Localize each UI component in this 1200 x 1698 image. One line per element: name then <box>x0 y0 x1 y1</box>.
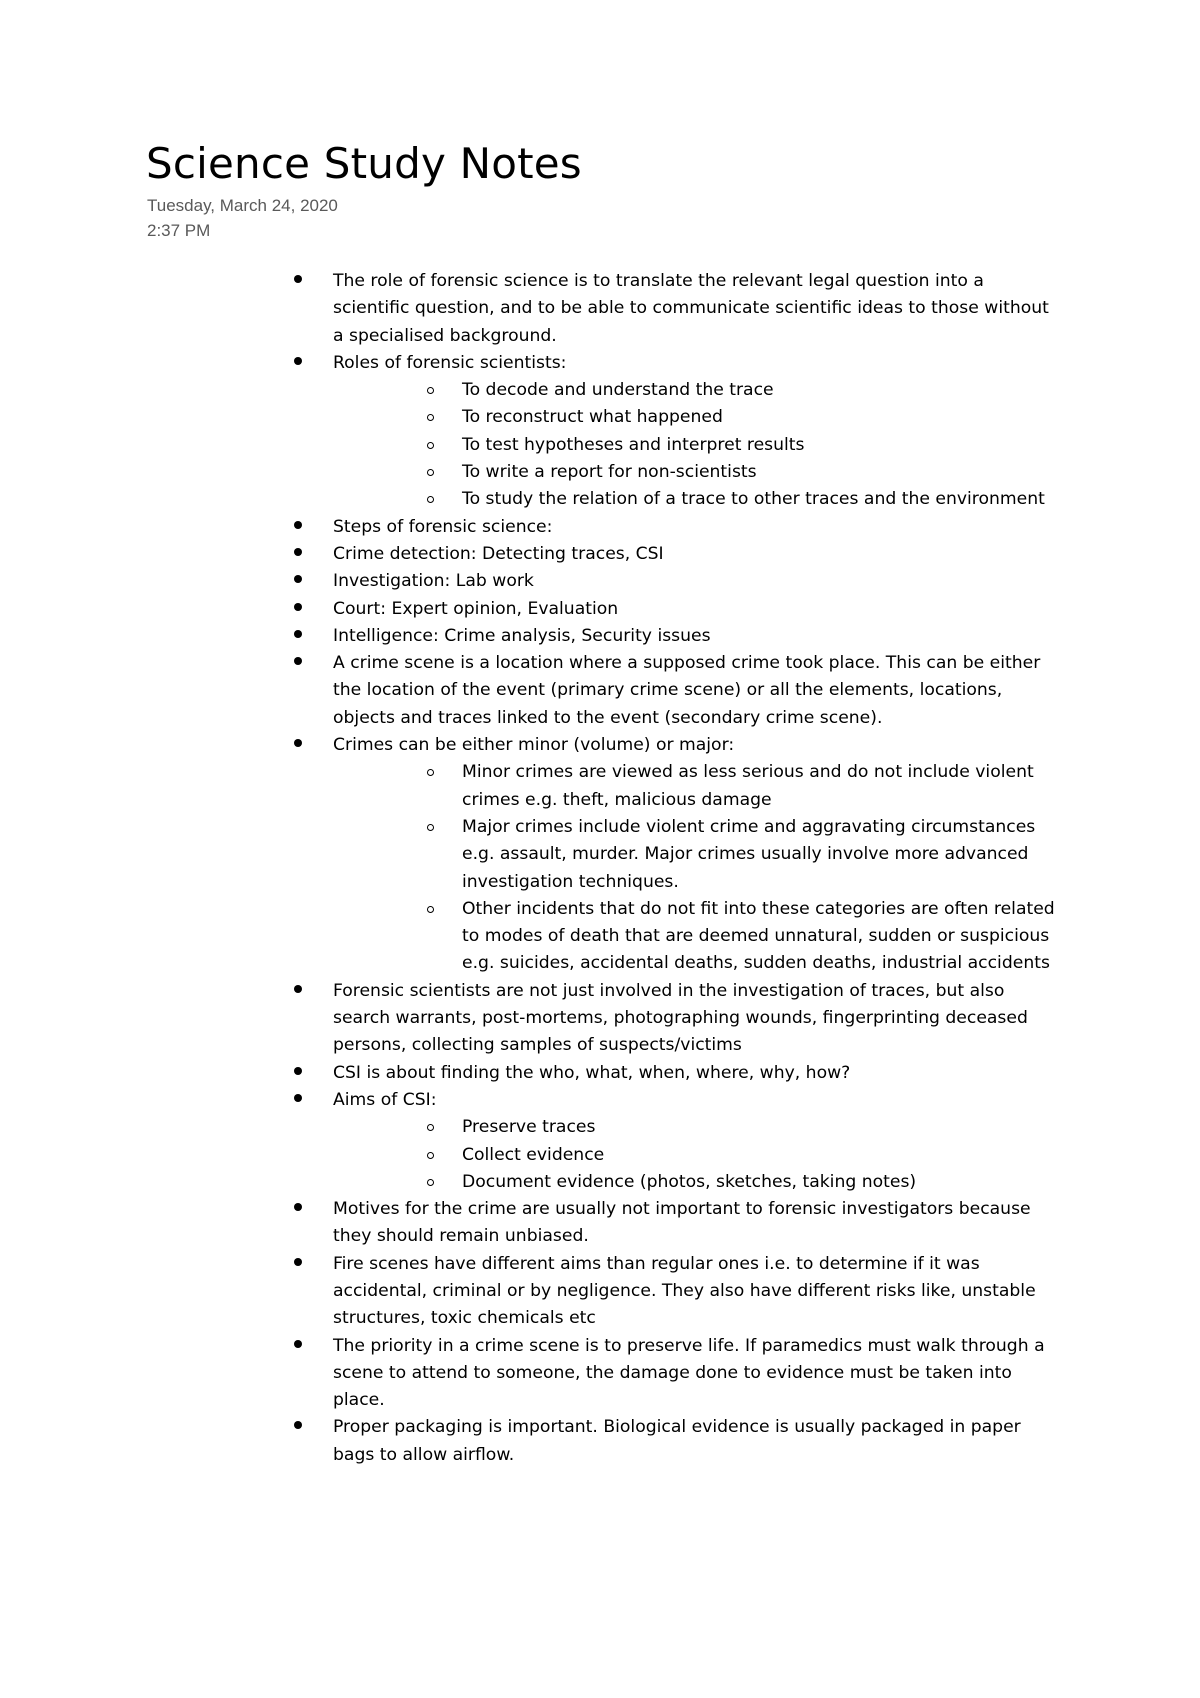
bullet-icon <box>294 1203 302 1211</box>
list-item-text: Forensic scientists are not just involved in the investigation of traces, but also search warrants, post-mortems, photographing wounds, fingerprinting deceased persons, collecting samples of suspects/victims <box>333 980 1028 1056</box>
list-item-text: To decode and understand the trace <box>462 380 774 401</box>
sub-list-item <box>0 814 1072 896</box>
list-item <box>0 1196 1063 1251</box>
bullet-icon <box>294 1340 302 1348</box>
sub-list-item <box>0 377 1072 404</box>
list-item-text: Collect evidence <box>462 1144 605 1165</box>
bullet-icon <box>294 603 302 611</box>
sub-list-item <box>0 759 1072 814</box>
list-item <box>0 541 1063 568</box>
sub-list-item <box>0 432 1072 459</box>
note-date: Tuesday, March 24, 2020 <box>147 196 338 215</box>
hollow-bullet-icon <box>427 469 434 476</box>
list-item-text: Proper packaging is important. Biological evidence is usually packaged in paper bags to allow airflow. <box>333 1417 1021 1465</box>
list-item-text: Major crimes include violent crime and aggravating circumstances e.g. assault, murder. Major crimes usually involve more advanced investigation techniques. <box>462 816 1036 892</box>
bullet-icon <box>294 1258 302 1266</box>
bullet-icon <box>294 739 302 747</box>
notes-list <box>0 268 1200 1469</box>
list-item <box>0 1333 1063 1415</box>
sub-list-item <box>0 486 1072 513</box>
note-time: 2:37 PM <box>147 221 211 240</box>
sub-list-item <box>0 1169 1072 1196</box>
list-item-text: To study the relation of a trace to other traces and the environment <box>462 489 1045 510</box>
list-item-text: Aims of CSI: <box>333 1089 437 1110</box>
list-item-text: Preserve traces <box>462 1117 596 1138</box>
list-item-text: The role of forensic science is to translate the relevant legal question into a scientific question, and to be able to communicate scientific ideas to those without a specialised background. <box>333 271 1049 346</box>
list-item <box>0 650 1063 732</box>
sub-list-item <box>0 404 1072 431</box>
hollow-bullet-icon <box>427 1124 434 1131</box>
bullet-icon <box>294 630 302 638</box>
bullet-icon <box>294 1094 302 1102</box>
list-item-text: Intelligence: Crime analysis, Security issues <box>333 625 711 646</box>
hollow-bullet-icon <box>427 496 434 503</box>
list-item <box>0 1251 1063 1333</box>
hollow-bullet-icon <box>427 1179 434 1186</box>
bullet-icon <box>294 1067 302 1075</box>
list-item <box>0 1087 1063 1114</box>
list-item <box>0 732 1063 759</box>
list-item <box>0 1060 1063 1087</box>
hollow-bullet-icon <box>427 442 434 449</box>
list-item <box>0 350 1063 377</box>
list-item <box>0 514 1063 541</box>
bullet-icon <box>294 521 302 529</box>
list-item-text: Court: Expert opinion, Evaluation <box>333 598 619 619</box>
list-item-text: Investigation: Lab work <box>333 571 534 592</box>
list-item <box>0 568 1063 595</box>
list-item <box>0 623 1063 650</box>
list-item <box>0 596 1063 623</box>
list-item-text: Crimes can be either minor (volume) or major: <box>333 735 735 756</box>
list-item-text: To write a report for non-scientists <box>462 462 757 483</box>
page-title: Science Study Notes <box>146 139 582 188</box>
list-item-text: Minor crimes are viewed as less serious and do not include violent crimes e.g. theft, malicious damage <box>462 762 1034 810</box>
hollow-bullet-icon <box>427 906 434 913</box>
bullet-icon <box>294 357 302 365</box>
hollow-bullet-icon <box>427 387 434 394</box>
list-item-text: Document evidence (photos, sketches, taking notes) <box>462 1171 917 1192</box>
list-item-text: The priority in a crime scene is to preserve life. If paramedics must walk through a scene to attend to someone, the damage done to evidence must be taken into place. <box>333 1335 1045 1411</box>
sub-list-item <box>0 459 1072 486</box>
sub-list-item <box>0 1142 1072 1169</box>
list-item-text: To test hypotheses and interpret results <box>462 434 805 455</box>
hollow-bullet-icon <box>427 414 434 421</box>
bullet-icon <box>294 575 302 583</box>
list-item-text: A crime scene is a location where a supposed crime took place. This can be either the location of the event (primary crime scene) or all the elements, locations, objects and traces linked to the event (secondary crime scene). <box>333 653 1041 728</box>
bullet-icon <box>294 657 302 665</box>
bullet-icon <box>294 1421 302 1429</box>
bullet-icon <box>294 548 302 556</box>
list-item <box>0 268 1063 350</box>
sub-list-item <box>0 896 1072 978</box>
list-item-text: Crime detection: Detecting traces, CSI <box>333 543 664 564</box>
bullet-icon <box>294 985 302 993</box>
list-item-text: CSI is about finding the who, what, when, where, why, how? <box>333 1062 851 1083</box>
sub-list-item <box>0 1114 1072 1141</box>
hollow-bullet-icon <box>427 1152 434 1159</box>
list-item-text: Fire scenes have different aims than regular ones i.e. to determine if it was accidental, criminal or by negligence. They also have different risks like, unstable structures, toxic chemicals etc <box>333 1253 1036 1329</box>
list-item-text: Motives for the crime are usually not important to forensic investigators because they should remain unbiased. <box>333 1199 1031 1247</box>
list-item-text: Steps of forensic science: <box>333 516 553 537</box>
bullet-icon <box>294 275 302 283</box>
list-item-text: Other incidents that do not fit into these categories are often related to modes of death that are deemed unnatural, sudden or suspicious e.g. suicides, accidental deaths, sudden deaths, industrial accidents <box>462 898 1055 974</box>
list-item-text: To reconstruct what happened <box>462 407 723 428</box>
list-item-text: Roles of forensic scientists: <box>333 352 567 373</box>
list-item <box>0 978 1063 1060</box>
hollow-bullet-icon <box>427 769 434 776</box>
list-item <box>0 1414 1063 1469</box>
hollow-bullet-icon <box>427 824 434 831</box>
